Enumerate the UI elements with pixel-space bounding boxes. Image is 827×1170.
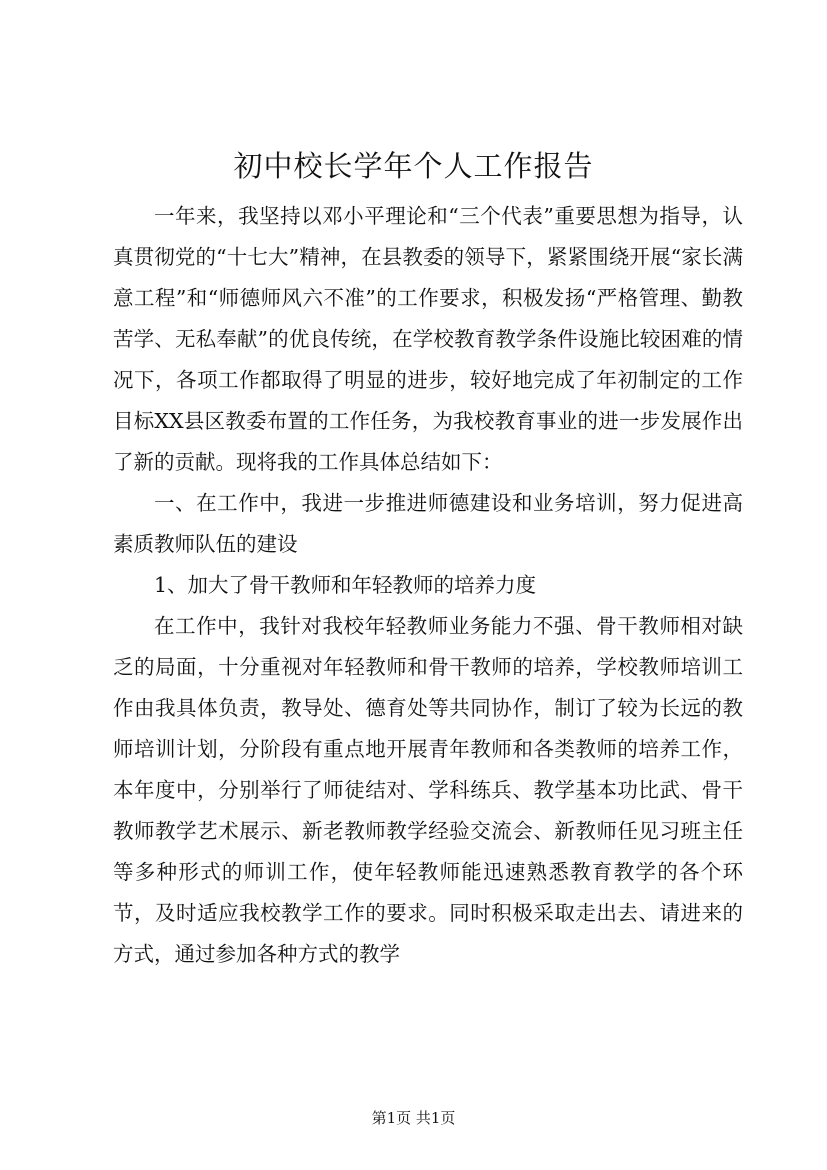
document-title: 初中校长学年个人工作报告: [233, 149, 594, 183]
paragraph-teacher-training: 在工作中，我针对我校年轻教师业务能力不强、骨干教师相对缺乏的局面，十分重视对年轻教师和骨干教师的培养，学校教师培训工作由我具体负责，教导处、德育处等共同协作，制订了较为长远的教师培训计划，分阶段有重点地开展青年教师和各类教师的培养工作，本年度中，分别举行了师徒结对、学科练兵、教学基本功比武、骨干教师教学艺术展示、新老教师教学经验交流会、新教师任见习班主任等多种形式的师训工作，使年轻教师能迅速熟悉教育教学的各个环节，及时适应我校教学工作的要求。同时积极采取走出去、请进来的方式，通过参加各种方式的教学: [113, 614, 743, 966]
document-body: [113, 196, 743, 975]
page-footer: 第1页 共1页: [371, 1109, 456, 1127]
paragraph-section-heading: 一、在工作中，我进一步推进师德建设和业务培训，努力促进高素质教师队伍的建设: [113, 491, 743, 556]
paragraph-intro: 一年来，我坚持以邓小平理论和“三个代表”重要思想为指导，认真贯彻党的“十七大”精神，在县教委的领导下，紧紧围绕开展“家长满意工程”和“师德师风六不准”的工作要求，积极发扬“严格管理、勤教苦学、无私奉献”的优良传统，在学校教育教学条件设施比较困难的情况下，各项工作都取得了明显的进步，较好地完成了年初制定的工作目标XX县区教委布置的工作任务，为我校教育事业的进一步发展作出了新的贡献。现将我的工作具体总结如下：: [113, 204, 743, 474]
paragraph-subheading: 1、加大了骨干教师和年轻教师的培养力度: [154, 573, 537, 597]
